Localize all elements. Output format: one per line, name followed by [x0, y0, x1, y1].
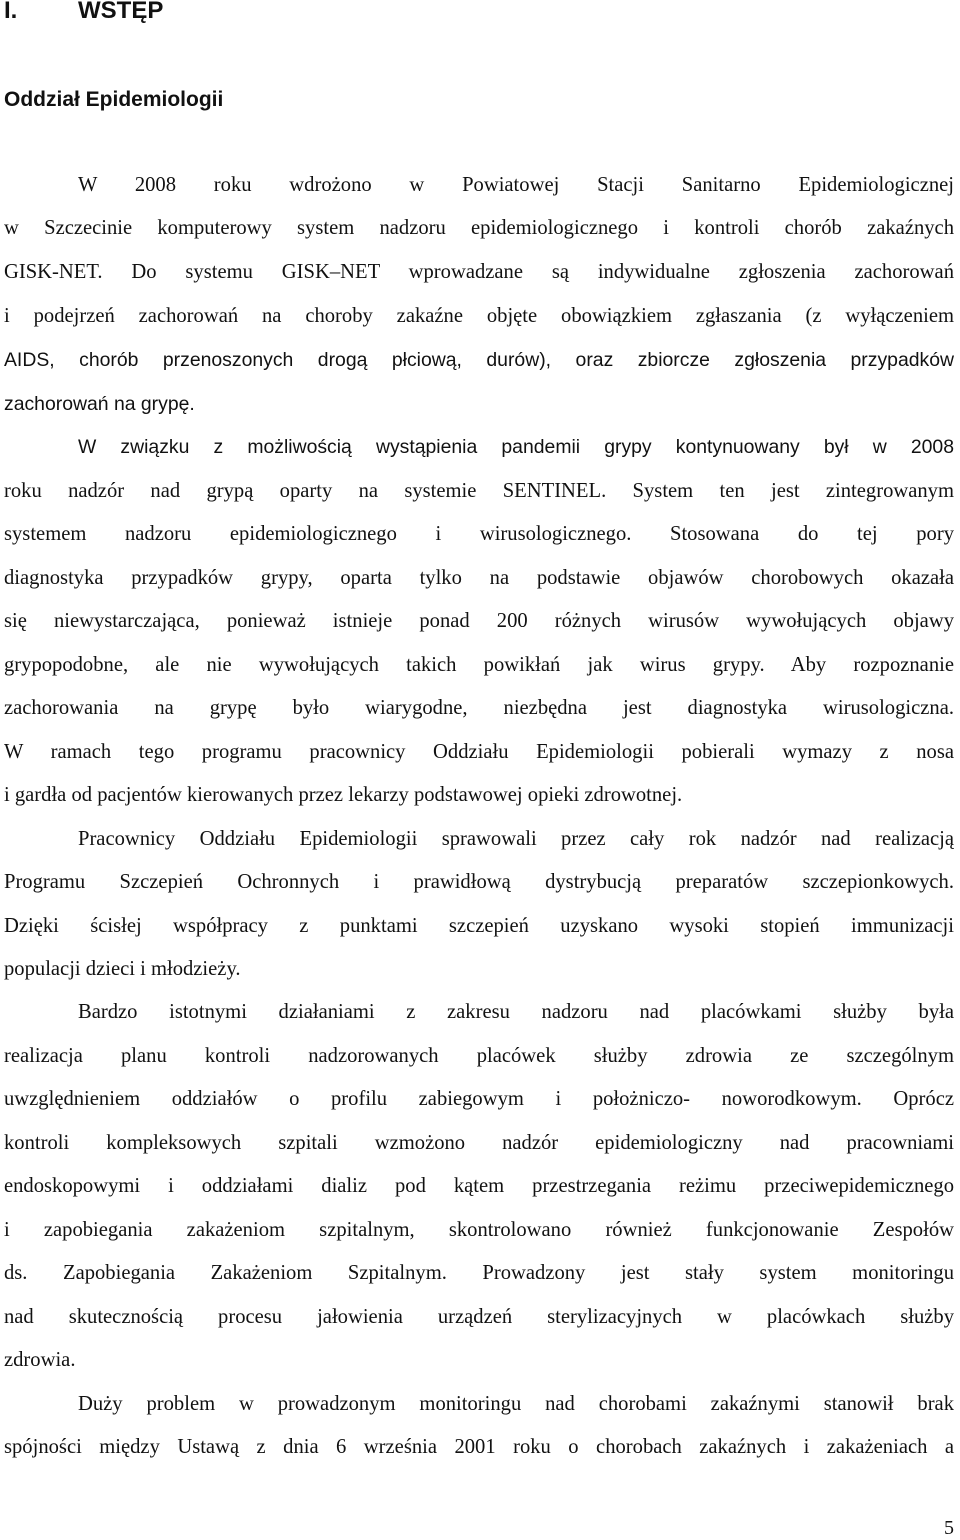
text-line: Programu Szczepień Ochronnych i prawidłową dystrybucją preparatów szczepionkowych.: [4, 871, 954, 893]
text-line: roku nadzór nad grypą oparty na systemie SENTINEL. System ten jest zintegrowanym: [4, 480, 954, 502]
text-line: nad skutecznością procesu jałowienia urządzeń sterylizacyjnych w placówkach służby: [4, 1306, 954, 1328]
section-title: Oddział Epidemiologii: [4, 88, 224, 111]
text-line: kontroli kompleksowych szpitali wzmożono nadzór epidemiologiczny nad pracowniami: [4, 1132, 954, 1154]
text-line: zachorowania na grypę było wiarygodne, niezbędna jest diagnostyka wirusologiczna.: [4, 697, 954, 719]
chapter-title: WSTĘP: [78, 0, 164, 24]
text-line: w Szczecinie komputerowy system nadzoru epidemiologicznego i kontroli chorób zakaźnych: [4, 217, 954, 239]
chapter-heading: [4, 0, 163, 26]
text-line: W związku z możliwością wystąpienia pandemii grypy kontynuowany był w 2008: [78, 436, 954, 458]
text-line: Dzięki ścisłej współpracy z punktami szczepień uzyskano wysoki stopień immunizacji: [4, 915, 954, 937]
text-line: W ramach tego programu pracownicy Oddziału Epidemiologii pobierali wymazy z nosa: [4, 741, 954, 763]
text-line: diagnostyka przypadków grypy, oparta tylko na podstawie objawów chorobowych okazała: [4, 567, 954, 589]
text-line: spójności między Ustawą z dnia 6 września 2001 roku o chorobach zakaźnych i zakażeniach a: [4, 1436, 954, 1458]
chapter-number: I.: [4, 0, 18, 24]
text-line: AIDS, chorób przenoszonych drogą płciową, durów), oraz zbiorcze zgłoszenia przypadków: [4, 349, 954, 371]
text-line: endoskopowymi i oddziałami dializ pod kątem przestrzegania reżimu przeciwepidemicznego: [4, 1175, 954, 1197]
text-line: zachorowań na grypę.: [4, 393, 195, 415]
text-line: GISK-NET. Do systemu GISK–NET wprowadzane są indywidualne zgłoszenia zachorowań: [4, 261, 954, 283]
text-line: grypopodobne, ale nie wywołujących takich powikłań jak wirus grypy. Aby rozpoznanie: [4, 654, 954, 676]
text-line: i podejrzeń zachorowań na choroby zakaźne objęte obowiązkiem zgłaszania (z wyłączeniem: [4, 305, 954, 327]
text-line: Pracownicy Oddziału Epidemiologii sprawowali przez cały rok nadzór nad realizacją: [78, 828, 954, 850]
text-line: się niewystarczająca, ponieważ istnieje ponad 200 różnych wirusów wywołujących objawy: [4, 610, 954, 632]
text-line: Bardzo istotnymi działaniami z zakresu nadzoru nad placówkami służby była: [78, 1001, 954, 1023]
text-line: uwzględnieniem oddziałów o profilu zabiegowym i położniczo- noworodkowym. Oprócz: [4, 1088, 954, 1110]
text-line: ds. Zapobiegania Zakażeniom Szpitalnym. Prowadzony jest stały system monitoringu: [4, 1262, 954, 1284]
text-line: systemem nadzoru epidemiologicznego i wirusologicznego. Stosowana do tej pory: [4, 523, 954, 545]
page-number: 5: [944, 1517, 954, 1539]
text-line: realizacja planu kontroli nadzorowanych placówek służby zdrowia ze szczególnym: [4, 1045, 954, 1067]
text-line: i zapobiegania zakażeniom szpitalnym, skontrolowano również funkcjonowanie Zespołów: [4, 1219, 954, 1241]
text-line: i gardła od pacjentów kierowanych przez lekarzy podstawowej opieki zdrowotnej.: [4, 784, 683, 806]
text-line: W 2008 roku wdrożono w Powiatowej Stacji Sanitarno Epidemiologicznej: [78, 174, 954, 196]
text-line: populacji dzieci i młodzieży.: [4, 958, 241, 980]
text-line: zdrowia.: [4, 1349, 76, 1371]
text-line: Duży problem w prowadzonym monitoringu nad chorobami zakaźnymi stanowił brak: [78, 1393, 954, 1415]
